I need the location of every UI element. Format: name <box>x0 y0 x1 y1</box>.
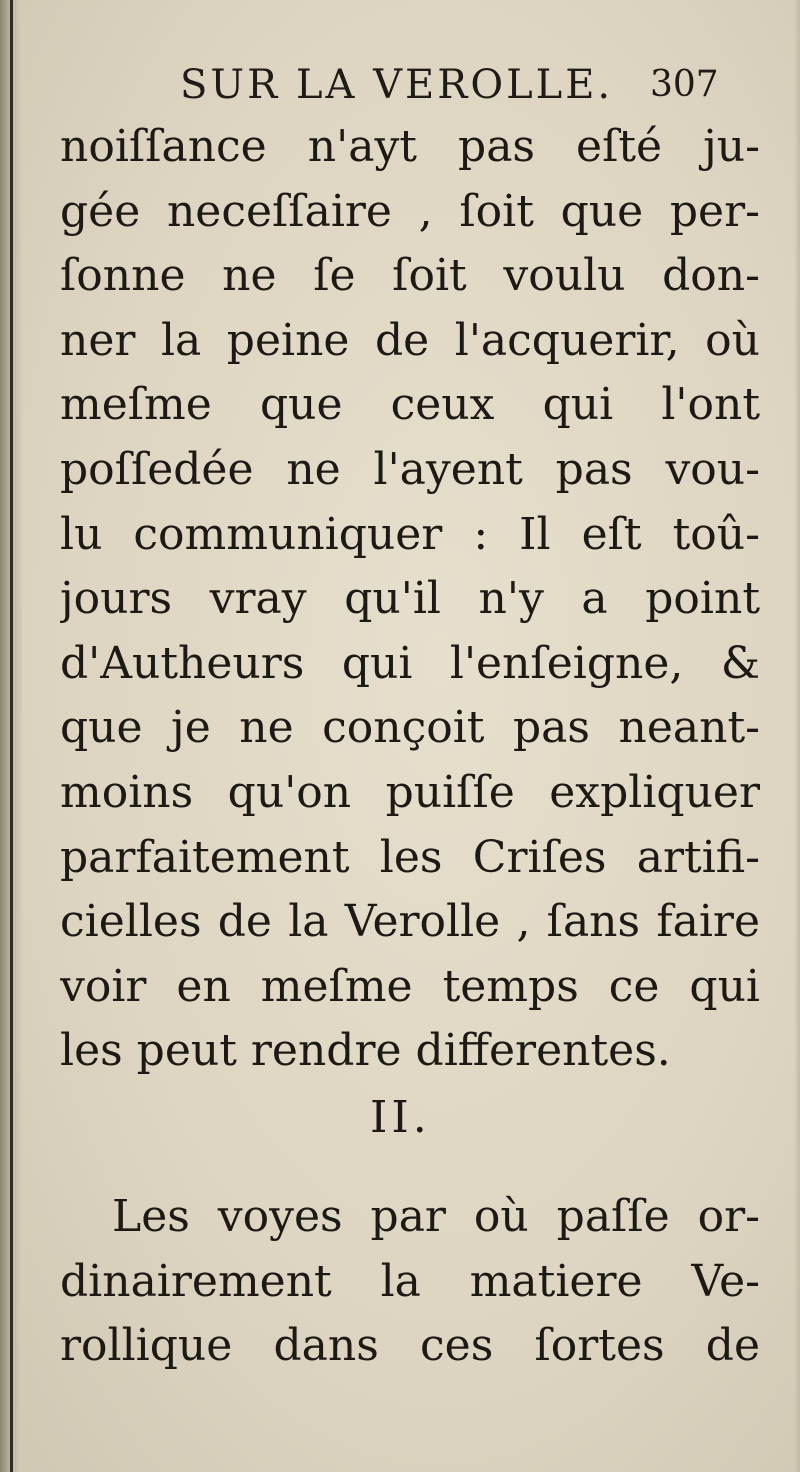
page-header <box>180 62 770 122</box>
text-line: lu communiquer : Il eſt toû- <box>60 508 760 560</box>
text-line: voir en meſme temps ce qui <box>60 960 760 1012</box>
text-line: rollique dans ces ſortes de <box>60 1320 760 1372</box>
text-line: ſonne ne ſe ſoit voulu don- <box>60 250 760 302</box>
section-text-block <box>60 1185 760 1379</box>
text-line: parfaitement les Criſes artifi- <box>60 831 760 883</box>
text-line: les peut rendre differentes. <box>60 1025 671 1077</box>
text-line: dinairement la matiere Ve- <box>60 1255 760 1307</box>
section-number: II. <box>370 1092 431 1143</box>
gutter-line <box>10 0 13 1472</box>
text-line: meſme que ceux qui l'ont <box>60 379 760 431</box>
page-number: 307 <box>650 64 719 105</box>
main-text-block <box>60 115 760 1084</box>
text-line: gée neceſſaire , ſoit que per- <box>60 185 760 237</box>
text-line: ner la peine de l'acquerir, où <box>60 314 760 366</box>
text-line: Les voyes par où paſſe or- <box>112 1191 760 1242</box>
text-line: que je ne conçoit pas neant- <box>60 702 760 754</box>
page-edge-shadow <box>794 0 800 1472</box>
text-line: noiſſance n'ayt pas eſté ju- <box>60 121 760 172</box>
text-line: moins qu'on puiſſe expliquer <box>60 766 760 818</box>
text-line: poſſedée ne l'ayent pas vou- <box>60 443 760 495</box>
text-line: jours vray qu'il n'y a point <box>60 573 760 625</box>
text-line: cielles de la Verolle , ſans faire <box>60 896 760 948</box>
text-line: d'Autheurs qui l'enſeigne, & <box>60 637 760 689</box>
running-title: SUR LA VEROLLE. <box>180 62 614 108</box>
